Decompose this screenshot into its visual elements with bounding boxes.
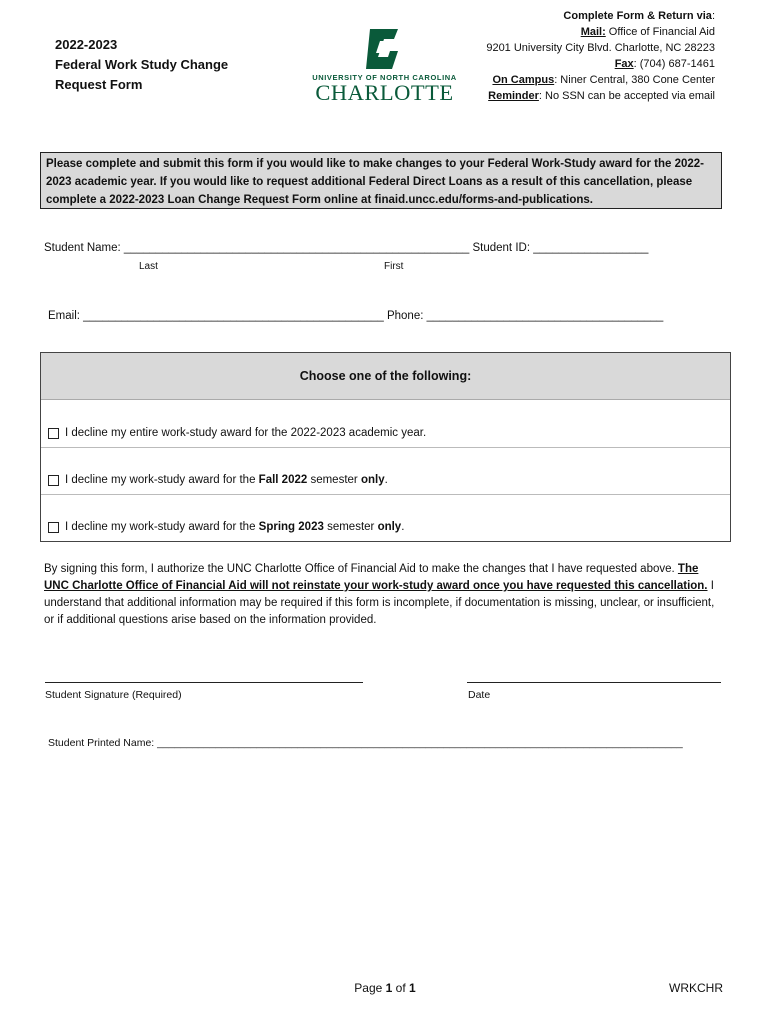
- checkbox[interactable]: [48, 428, 59, 439]
- option-only: only: [360, 474, 385, 486]
- mail-address: 9201 University City Blvd. Charlotte, NC 28223: [486, 42, 715, 54]
- checkbox[interactable]: [48, 475, 59, 486]
- logo-name: CHARLOTTE: [315, 80, 454, 105]
- option-divider: [41, 447, 730, 448]
- option-semester: Spring 2023: [258, 521, 324, 533]
- checkbox[interactable]: [48, 522, 59, 533]
- campus-label: On Campus: [492, 74, 555, 86]
- option-decline-entire[interactable]: [48, 427, 426, 439]
- option-text: I decline my work-study award for the: [65, 521, 259, 533]
- authorization-warning: The UNC Charlotte Office of Financial Aid will not reinstate your work-study award once you have requested this cancellation.: [44, 563, 708, 592]
- unc-charlotte-logo-icon: [362, 27, 402, 71]
- authorization-text-1: By signing this form, I authorize the UNC Charlotte Office of Financial Aid to make the changes that I have requested above.: [44, 563, 678, 575]
- email-label: Email:: [48, 310, 84, 322]
- option-text-end: .: [384, 474, 388, 486]
- option-text: I decline my work-study award for the: [65, 474, 259, 486]
- option-text-mid: semester: [307, 474, 361, 486]
- authorization-text-2: I understand that additional information may be required if this form is incomplete, if documentation is missing, unclear, or insufficient, or if additional questions arise based on the information provided.: [44, 580, 715, 626]
- phone-label: Phone:: [383, 310, 427, 322]
- date-line[interactable]: [467, 682, 721, 683]
- student-name-row: [44, 242, 648, 254]
- option-decline-spring[interactable]: [48, 521, 404, 533]
- form-code: WRKCHR: [669, 981, 723, 995]
- logo-tagline: UNIVERSITY OF NORTH CAROLINA: [312, 73, 457, 82]
- student-name-label: Student Name:: [44, 242, 124, 254]
- option-text-mid: semester: [323, 521, 378, 533]
- title-line-2: Federal Work Study Change: [55, 57, 229, 72]
- form-title: [55, 35, 228, 95]
- option-decline-fall[interactable]: [48, 474, 388, 486]
- email-field[interactable]: _______________________________________________: [83, 310, 384, 322]
- title-year: 2022-2023: [55, 37, 118, 52]
- student-name-field[interactable]: ______________________________________________________: [123, 242, 470, 254]
- option-text: I decline my entire work-study award for the 2022-2023 academic year.: [65, 427, 427, 439]
- printed-name-label: Student Printed Name:: [48, 737, 158, 749]
- printed-name-field[interactable]: __________________________________________________________________________________________: [157, 737, 683, 749]
- reminder-value: : No SSN can be accepted via email: [538, 90, 715, 102]
- date-label: Date: [468, 689, 491, 701]
- last-name-caption: Last: [139, 261, 158, 272]
- page-current: 1: [385, 981, 393, 995]
- first-name-caption: First: [384, 261, 404, 272]
- signature-label: Student Signature (Required): [45, 689, 182, 701]
- contact-info: [486, 8, 715, 104]
- phone-field[interactable]: _____________________________________: [426, 310, 664, 322]
- page-total: 1: [409, 981, 416, 995]
- mail-label: Mail:: [580, 26, 606, 38]
- campus-value: : Niner Central, 380 Cone Center: [554, 74, 715, 86]
- choice-heading: Choose one of the following:: [41, 353, 730, 400]
- page-prefix: Page: [354, 981, 386, 995]
- option-only: only: [377, 521, 402, 533]
- option-semester: Fall 2022: [258, 474, 308, 486]
- mail-value: Office of Financial Aid: [605, 26, 715, 38]
- email-phone-row: [48, 310, 663, 322]
- title-line-3: Request Form: [55, 77, 143, 92]
- instructions-notice: Please complete and submit this form if you would like to make changes to your Federal Work-Study award for the 2022-2023 academic year. If you would like to request additional Federal Direct Loans as a result of this cancellation, please complete a 2022-2023 Loan Change Request Form online at finaid.uncc.edu/forms-and-publications.: [40, 152, 722, 209]
- page-number: [0, 981, 770, 995]
- fax-value: : (704) 687-1461: [633, 58, 715, 70]
- signature-line[interactable]: [45, 682, 363, 683]
- contact-heading-colon: :: [711, 10, 715, 22]
- printed-name-row: [48, 737, 683, 749]
- option-text-end: .: [401, 521, 405, 533]
- student-id-label: Student ID:: [469, 242, 534, 254]
- contact-heading: Complete Form & Return via: [563, 10, 712, 22]
- student-id-field[interactable]: __________________: [533, 242, 649, 254]
- fax-label: Fax: [614, 58, 634, 70]
- page-of: of: [392, 981, 410, 995]
- authorization-paragraph: [44, 561, 724, 629]
- option-divider: [41, 494, 730, 495]
- reminder-label: Reminder: [488, 90, 539, 102]
